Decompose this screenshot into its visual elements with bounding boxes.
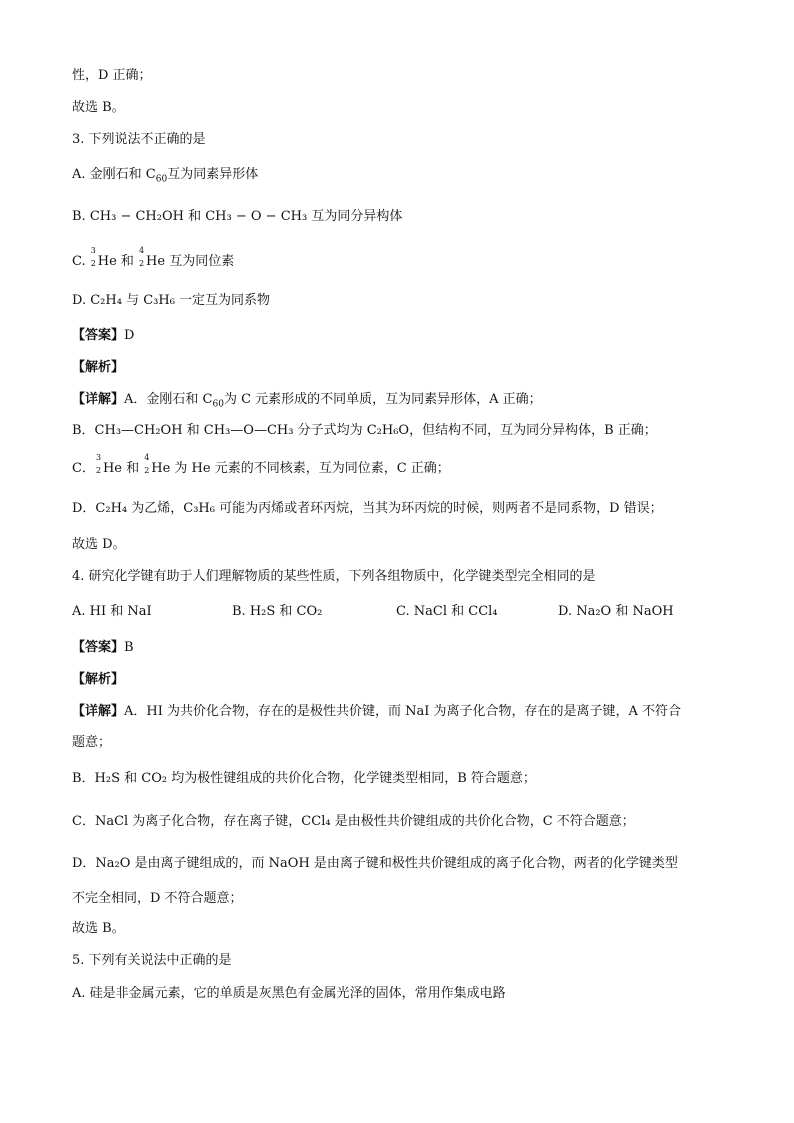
isotope-notation: 4 2 (139, 246, 145, 268)
analysis-label-3: 【解析】 (72, 360, 125, 375)
text-line: 性，D 正确； (72, 68, 152, 83)
question-3-option-b: B. CH₃ − CH₂OH 和 CH₃ − O − CH₃ 互为同分异构体 (72, 209, 403, 224)
question-5-option-a: A. 硅是非金属元素，它的单质是灰黑色有金属光泽的固体，常用作集成电路 (72, 986, 506, 1001)
detail-3-b: B．CH₃—CH₂OH 和 CH₃—O—CH₃ 分子式均为 C₂H₆O，但结构不同，互为同分异构体，B 正确； (72, 423, 657, 438)
detail-4-c: C．NaCl 为离子化合物，存在离子键，CCl₄ 是由极性共价键组成的共价化合物，C 不符合题意； (72, 814, 635, 829)
analysis-label-4: 【解析】 (72, 672, 125, 687)
question-5-stem: 5. 下列有关说法中正确的是 (72, 953, 232, 968)
question-4-option-a: A. HI 和 NaI (72, 604, 152, 619)
detail-3-a: 【详解】A．金刚石和 $C_{60}$为 C 元素形成的不同单质，互为同素异形体，A 正确； (72, 392, 542, 410)
question-3-stem: 3. 下列说法不正确的是 (72, 132, 206, 147)
detail-4-a-cont: 题意； (72, 735, 112, 750)
detail-4-d: D．Na₂O 是由离子键组成的，而 NaOH 是由离子键和极性共价键组成的离子化合物，两者的化学键类型 (72, 856, 678, 871)
isotope-notation: 4 2 (144, 453, 150, 475)
isotope-notation: 3 2 (90, 246, 96, 268)
detail-4-d-cont: 不完全相同，D 不符合题意； (72, 891, 243, 906)
text-line: 故选 B。 (72, 100, 125, 115)
question-3-option-d: D. C₂H₄ 与 C₃H₆ 一定互为同系物 (72, 293, 271, 308)
isotope-notation: 3 2 (95, 453, 102, 475)
question-4-option-b: B. H₂S 和 CO₂ (232, 604, 323, 619)
question-3-option-c: C. 3 2 He 和 4 2 He 互为同位素 (72, 246, 235, 269)
answer-3: 【答案】D (72, 328, 135, 343)
detail-3-d: D．C₂H₄ 为乙烯，C₃H₆ 可能为丙烯或者环丙烷，当其为环丙烷的时候，则两者不是同系物，D 错误； (72, 501, 663, 516)
question-4-option-d: D. Na₂O 和 NaOH (558, 604, 674, 619)
conclusion-4: 故选 B。 (72, 921, 125, 936)
question-4-option-c: C. NaCl 和 CCl₄ (396, 604, 498, 619)
detail-4-a: 【详解】A．HI 为共价化合物，存在的是极性共价键，而 NaI 为离子化合物，存在的是离子键，A 不符合 (72, 704, 682, 719)
detail-4-b: B．H₂S 和 CO₂ 均为极性键组成的共价化合物，化学键类型相同，B 符合题意； (72, 771, 536, 786)
question-3-option-a: A. 金刚石和 $C_{60}$互为同素异形体 (72, 167, 259, 185)
conclusion-3: 故选 D。 (72, 537, 126, 552)
detail-3-c: C． 3 2 He 和 4 2 He 为 He 元素的不同核素，互为同位素，C 正确； (72, 453, 450, 476)
answer-4: 【答案】B (72, 640, 134, 655)
question-4-stem: 4. 研究化学键有助于人们理解物质的某些性质，下列各组物质中，化学键类型完全相同的是 (72, 569, 596, 584)
